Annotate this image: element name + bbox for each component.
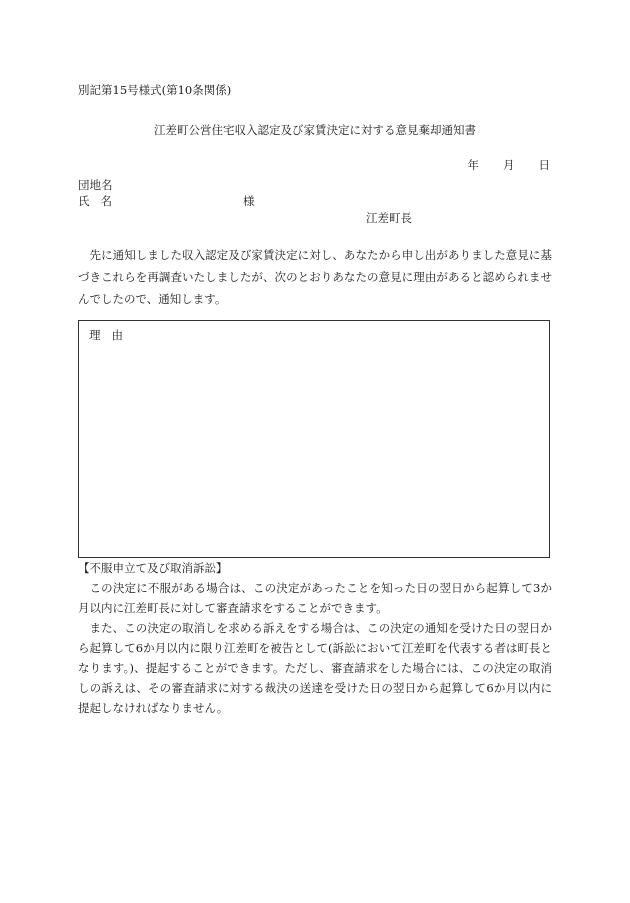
issuer-name: 江差町長 <box>366 211 412 225</box>
appeal-paragraph-1: この決定に不服がある場合は、この決定があったことを知った日の翌日から起算して3か月以内に江差町長に対して審査請求をすることができます。 <box>78 581 552 615</box>
danchi-label: 団地名 <box>78 178 113 192</box>
document-title: 江差町公営住宅収入認定及び家賃決定に対する意見棄却通知書 <box>154 123 476 137</box>
appeal-paragraph-2: また、この決定の取消しを求める訴えをする場合は、この決定の通知を受けた日の翌日から起算して6か月以内に限り江差町を被告として(訴訟において江差町を代表する者は町長となります。)、提起することができます。ただし、審査請求をした場合には、この決定の取消しの訴えは、その審査請求に対する裁決の送達を受けた日の翌日から起算して6か月以内に提起しなければなりません。 <box>78 621 552 715</box>
form-number: 別記第15号様式(第10条関係) <box>78 83 232 97</box>
year-unit: 年 <box>467 158 479 172</box>
reason-label: 理由 <box>89 328 134 342</box>
notice-body: 先に通知しました収入認定及び家賃決定に対し、あなたから申し出がありました意見に基づきこれらを再調査いたしましたが、次のとおりあなたの意見に理由があると認められませんでしたので、通知します。 <box>78 248 552 306</box>
month-unit: 月 <box>503 158 515 172</box>
date-line <box>468 157 551 173</box>
appeal-heading: 【不服申立て及び取消訴訟】 <box>78 561 228 575</box>
honorific-sama: 様 <box>243 194 255 208</box>
day-unit: 日 <box>538 158 550 172</box>
name-label: 氏名 <box>78 194 123 208</box>
reason-box <box>78 320 550 558</box>
